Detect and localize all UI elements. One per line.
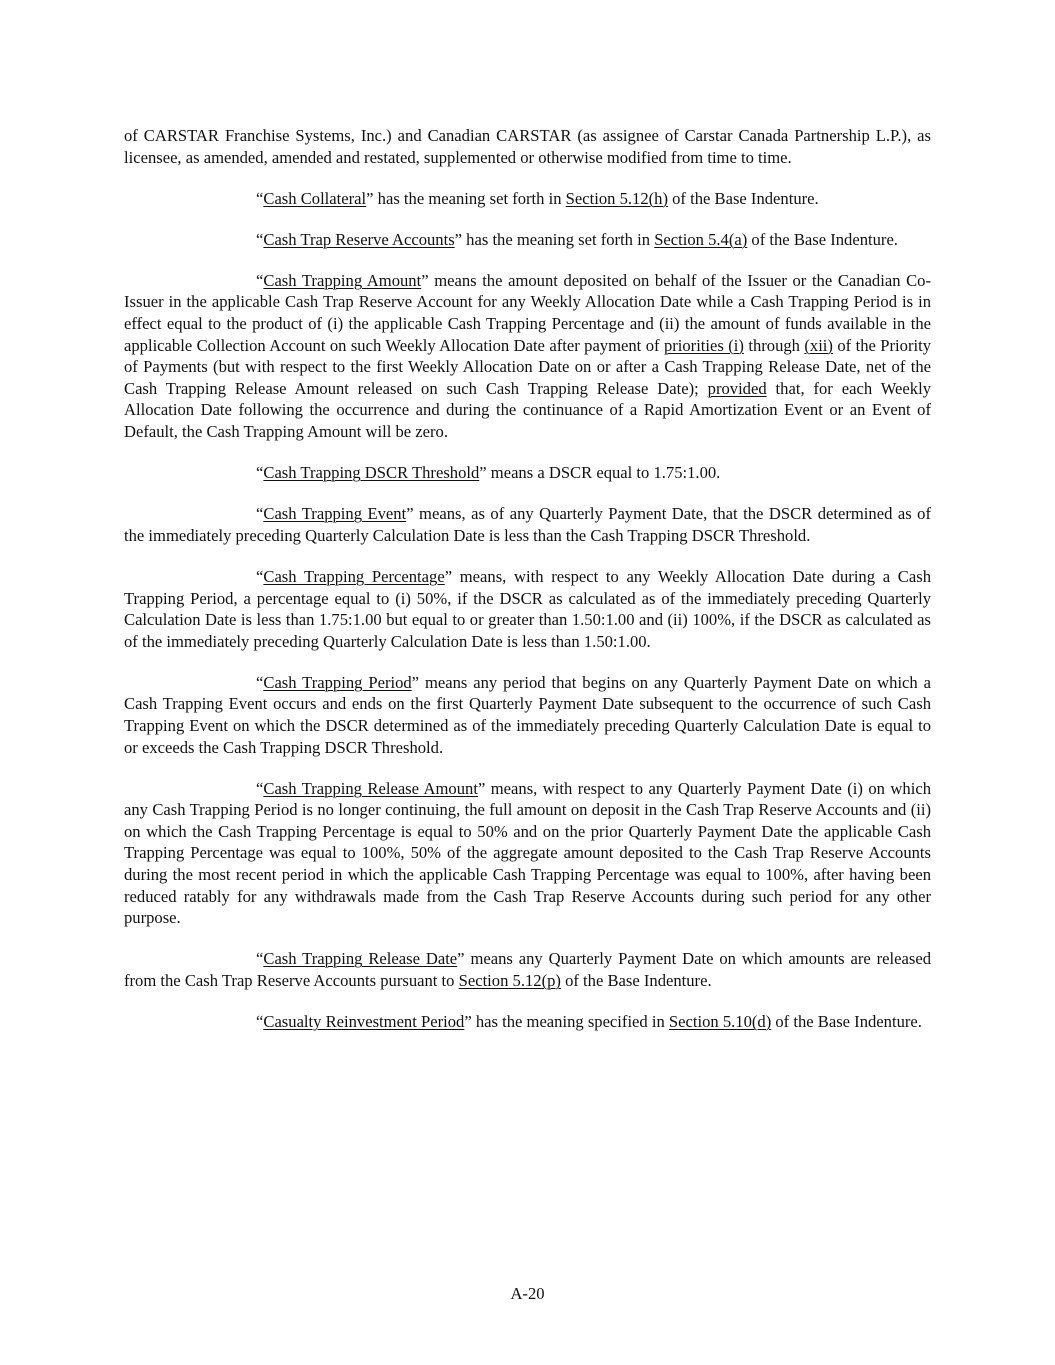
definition-text: ” has the meaning specified in <box>464 1012 669 1031</box>
definition-text: ” means, with respect to any Quarterly Payment Date (i) on which any Cash Trapping Period is no longer continuing, the full amount on deposit in the Cash Trap Reserve Accounts and (ii) on which the Cash Trapping Percentage is equal to 50% and on the prior Quarterly Payment Date the applicable Cash Trapping Percentage was equal to 100%, 50% of the aggregate amount deposited to the Cash Trap Reserve Accounts during the most recent period in which the applicable Cash Trapping Percentage was equal to 100%, after having been reduced ratably for any withdrawals made from the Cash Trap Reserve Accounts during such period for any other purpose. <box>124 778 931 928</box>
defined-term: Cash Trapping Period <box>263 672 412 692</box>
definition-text: of the Base Indenture. <box>747 229 898 249</box>
open-quote: “ <box>256 504 264 524</box>
section-reference: Section 5.12(h) <box>565 188 668 208</box>
definition-cash-trapping-amount <box>124 270 931 443</box>
definition-text: ” means, as of any Quarterly Payment Date, that the DSCR determined as of the immediately preceding Quarterly Calculation Date is less than the Cash Trapping DSCR Threshold. <box>124 504 931 545</box>
section-reference: Section 5.12(p) <box>458 970 561 990</box>
section-reference: Section 5.4(a) <box>654 229 748 249</box>
open-quote: “ <box>256 672 264 692</box>
definition-cash-trapping-release-date <box>124 948 931 991</box>
definition-cash-trapping-percentage <box>124 566 931 652</box>
defined-term: Cash Collateral <box>263 188 367 208</box>
open-quote: “ <box>256 778 264 798</box>
definition-text: ” means, with respect to any Weekly Allocation Date during a Cash Trapping Period, a percentage equal to (i) 50%, if the DSCR as calculated as of the immediately preceding Quarterly Calculation Date is less than 1.75:1.00 but equal to or greater than 1.50:1.00 and (ii) 100%, if the DSCR as calculated as of the immediately preceding Quarterly Calculation Date is less than 1.50:1.00. <box>124 566 931 651</box>
document-page <box>124 125 931 1052</box>
definition-text: ” means the amount deposited on behalf of the Issuer or the Canadian Co-Issuer in the applicable Cash Trap Reserve Account for any Weekly Allocation Date while a Cash Trapping Period is in effect equal to the product of (i) the applicable Cash Trapping Percentage and (ii) the amount of funds available in the applicable Collection Account on such Weekly Allocation Date after payment of <box>124 270 932 355</box>
defined-term: Cash Trapping Release Date <box>263 949 458 969</box>
definition-cash-trap-reserve-accounts <box>124 229 931 251</box>
definition-text: through <box>743 335 805 355</box>
proviso-term: provided <box>707 378 767 398</box>
definition-cash-trapping-dscr-threshold <box>124 462 931 484</box>
open-quote: “ <box>256 463 264 483</box>
open-quote: “ <box>256 949 264 969</box>
priority-reference: priorities (i) <box>663 335 744 355</box>
defined-term: Cash Trapping DSCR Threshold <box>263 463 480 483</box>
definition-text: of the Base Indenture. <box>771 1012 922 1031</box>
definition-casualty-reinvestment-period <box>124 1011 931 1033</box>
definition-text: ” means any Quarterly Payment Date on which amounts are released from the Cash Trap Reserve Accounts pursuant to <box>124 949 931 990</box>
defined-term: Cash Trapping Event <box>263 504 407 524</box>
open-quote: “ <box>256 270 264 290</box>
definition-text: ” has the meaning set forth in <box>366 188 566 208</box>
page-number: A-20 <box>510 1284 545 1303</box>
definition-text: of the Base Indenture. <box>667 188 819 208</box>
definition-cash-trapping-release-amount <box>124 778 931 929</box>
paragraph-text: of CARSTAR Franchise Systems, Inc.) and Canadian CARSTAR (as assignee of Carstar Canada Partnership L.P.), as licensee, as amended, amended and restated, supplemented or otherwise modified from time to time. <box>124 126 931 167</box>
definition-cash-trapping-period <box>124 672 931 758</box>
definition-text: of the Base Indenture. <box>560 970 712 990</box>
open-quote: “ <box>256 229 264 249</box>
definition-text: that, for each Weekly Allocation Date following the occurrence and during the continuance of a Rapid Amortization Event or an Event of Default, the Cash Trapping Amount will be zero. <box>124 378 931 442</box>
open-quote: “ <box>256 1012 264 1031</box>
definition-cash-collateral <box>124 188 931 210</box>
open-quote: “ <box>256 188 264 208</box>
definition-text: ” means a DSCR equal to 1.75:1.00. <box>479 463 721 483</box>
definition-text: of the Priority of Payments (but with respect to the first Weekly Allocation Date on or after a Cash Trapping Release Date, net of the Cash Trapping Release Amount released on such Cash Trapping Release Date); <box>124 335 931 398</box>
defined-term: Casualty Reinvestment Period <box>263 1012 465 1031</box>
defined-term: Cash Trap Reserve Accounts <box>263 229 455 249</box>
priority-reference: (xii) <box>804 335 833 355</box>
open-quote: “ <box>256 566 264 586</box>
definition-text: ” means any period that begins on any Quarterly Payment Date on which a Cash Trapping Event occurs and ends on the first Quarterly Payment Date subsequent to the occurrence of such Cash Trapping Event on which the DSCR determined as of the immediately preceding Quarterly Calculation Date is equal to or exceeds the Cash Trapping DSCR Threshold. <box>124 672 932 757</box>
definition-cash-trapping-event <box>124 503 931 546</box>
defined-term: Cash Trapping Amount <box>263 270 422 290</box>
defined-term: Cash Trapping Release Amount <box>263 778 478 798</box>
definition-text: ” has the meaning set forth in <box>454 229 655 249</box>
defined-term: Cash Trapping Percentage <box>263 566 445 586</box>
paragraph-continuation <box>124 125 931 168</box>
section-reference: Section 5.10(d) <box>668 1012 772 1031</box>
